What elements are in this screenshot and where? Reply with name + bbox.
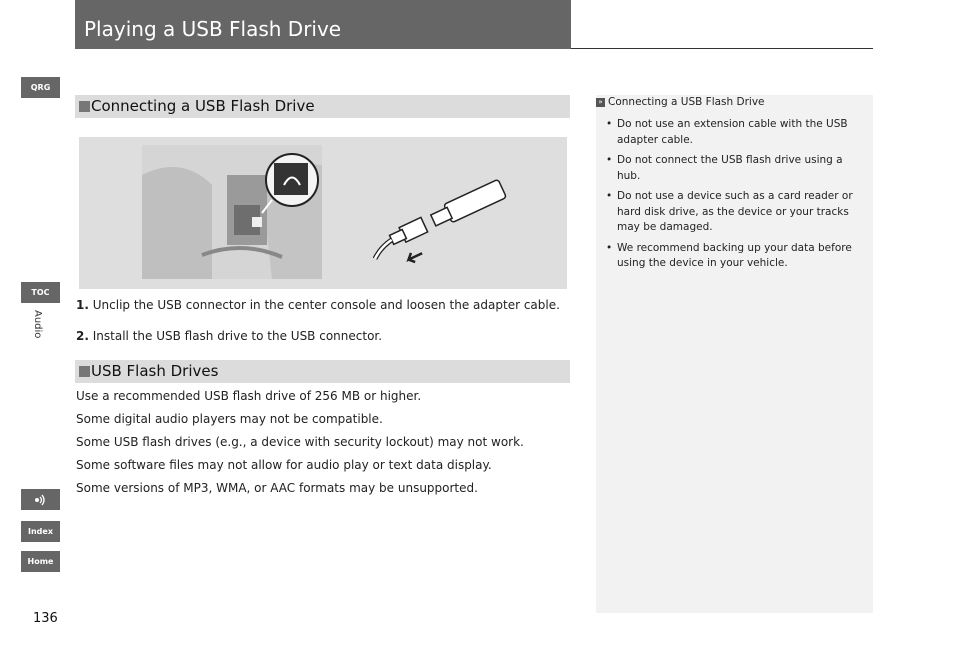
section-header-connecting bbox=[75, 95, 570, 118]
reference-arrow-icon: » bbox=[596, 98, 605, 107]
sidebar-heading bbox=[596, 96, 765, 108]
home-button[interactable]: Home bbox=[21, 551, 60, 572]
section-header-usb-drives bbox=[75, 360, 570, 383]
step-2 bbox=[76, 329, 382, 343]
section-heading: USB Flash Drives bbox=[91, 362, 219, 380]
toc-button[interactable]: TOC bbox=[21, 282, 60, 303]
sidebar-bullet: • Do not use an extension cable with the USB adapter cable. bbox=[606, 117, 866, 148]
paragraph-line: Some software files may not allow for audio play or text data display. bbox=[76, 458, 492, 472]
sidebar-bullet-list bbox=[606, 117, 866, 277]
title-rule bbox=[571, 48, 873, 49]
usb-flash-drive-illustration bbox=[369, 159, 529, 269]
page-title-bar bbox=[75, 0, 571, 49]
illustration-figure bbox=[79, 137, 567, 289]
qrg-button[interactable]: QRG bbox=[21, 77, 60, 98]
notes-sidebar bbox=[596, 95, 873, 613]
step-text: Install the USB flash drive to the USB connector. bbox=[92, 329, 383, 343]
step-number: 2. bbox=[76, 329, 89, 343]
sidebar-heading-text: Connecting a USB Flash Drive bbox=[608, 96, 765, 108]
page-number: 136 bbox=[33, 611, 58, 626]
sidebar-bullet: • We recommend backing up your data before using the device in your vehicle. bbox=[606, 241, 866, 272]
section-marker-icon bbox=[79, 366, 90, 377]
section-heading: Connecting a USB Flash Drive bbox=[91, 97, 315, 115]
paragraph-line: Some versions of MP3, WMA, or AAC formats may be unsupported. bbox=[76, 481, 478, 495]
sidebar-bullet: • Do not use a device such as a card reader or hard disk drive, as the device or your tracks may be damaged. bbox=[606, 189, 866, 236]
step-number: 1. bbox=[76, 298, 89, 312]
paragraph-line: Some USB flash drives (e.g., a device with security lockout) may not work. bbox=[76, 435, 524, 449]
step-1 bbox=[76, 298, 560, 312]
center-console-photo bbox=[142, 145, 322, 279]
paragraph-line: Use a recommended USB flash drive of 256 MB or higher. bbox=[76, 389, 422, 403]
step-text: Unclip the USB connector in the center console and loosen the adapter cable. bbox=[92, 298, 560, 312]
section-side-label: Audio bbox=[32, 310, 43, 339]
sidebar-bullet: • Do not connect the USB flash drive using a hub. bbox=[606, 153, 866, 184]
section-marker-icon bbox=[79, 101, 90, 112]
page-title: Playing a USB Flash Drive bbox=[84, 17, 342, 41]
voice-command-button[interactable] bbox=[21, 489, 60, 510]
index-button[interactable]: Index bbox=[21, 521, 60, 542]
paragraph-line: Some digital audio players may not be compatible. bbox=[76, 412, 383, 426]
voice-command-icon bbox=[33, 493, 49, 507]
